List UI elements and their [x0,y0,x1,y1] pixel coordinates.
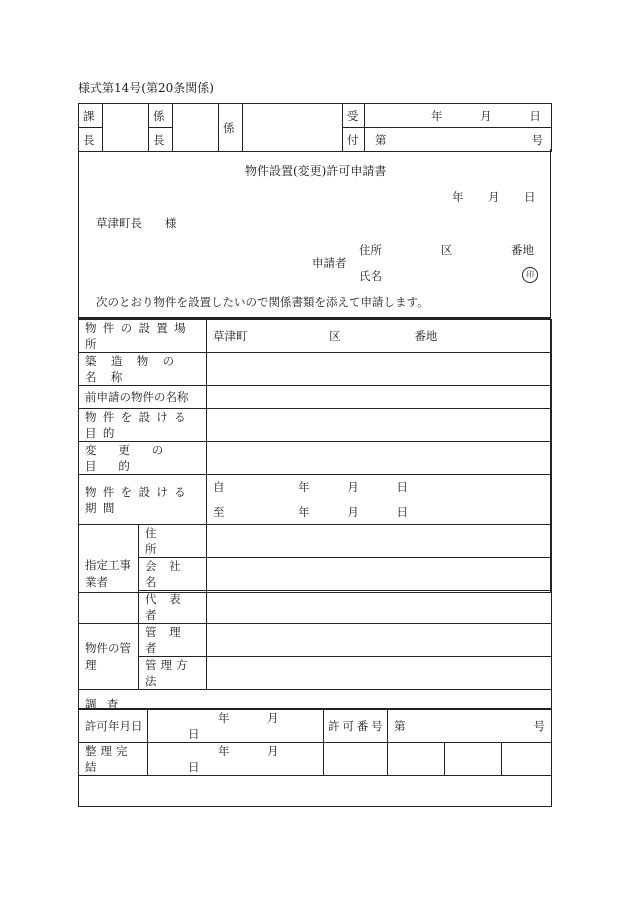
kakaricho-stamp-box [173,104,219,152]
permit-dai: 第 [394,719,406,733]
receipt-day: 日 [529,108,541,123]
application-date-year: 年 [452,190,464,204]
contractor-company-value [207,558,552,591]
period-from-month: 月 [347,480,359,494]
location-label: 物件の設置場所 [79,320,207,353]
completion-date-value [148,743,324,776]
contractor-address-value [207,525,552,558]
location-town: 草津町 [213,329,248,343]
name-label: 氏名 [359,269,382,283]
permit-date-label: 許可年月日 [79,709,148,743]
application-date-month: 月 [488,190,500,204]
tsuke-label: 付 [343,128,365,152]
receipt-go: 号 [531,132,543,147]
purpose-value [207,409,552,442]
permit-day: 日 [188,727,200,741]
completion-box-3 [445,743,502,776]
period-from-label: 自 [213,480,225,494]
permit-date-value [148,709,324,743]
contractor-label: 指定工事業者 [79,525,139,624]
kakari-stamp-box [243,104,343,152]
permit-month: 月 [267,711,279,725]
completion-box-1 [324,743,388,776]
location-value [207,320,552,353]
applicant-label: 申請者 [312,256,347,270]
management-method-label: 管理方法 [139,657,207,690]
period-to-day: 日 [396,505,408,519]
change-purpose-label [79,442,207,475]
completion-month: 月 [267,744,279,758]
period-to-month: 月 [347,505,359,519]
permit-number-label: 許可番号 [324,709,388,743]
building-name-value [207,353,552,386]
location-banchi: 番地 [414,329,438,343]
survey-label: 調査 [85,697,129,711]
completion-box-4 [502,743,552,776]
kakari-label: 係 [219,104,243,152]
approval-header [78,103,552,152]
period-from-year: 年 [298,480,310,494]
contractor-representative-label: 代表者 [139,591,207,624]
change-purpose-text: 変更の目的 [85,443,186,473]
period-to-label: 至 [213,505,225,519]
permit-number-value [388,709,552,743]
kakaricho-label-top: 係 [149,104,173,128]
completion-day: 日 [188,760,200,774]
kakaricho-label-bottom: 長 [149,128,173,152]
previous-name-value [207,386,552,409]
form-title: 物件設置(変更)許可申請書 [245,164,387,178]
completion-year: 年 [218,744,230,758]
period-from-day: 日 [396,480,408,494]
period-value [207,475,552,525]
period-label: 物件を設ける期間 [79,475,207,525]
purpose-label: 物件を設ける目的 [79,409,207,442]
ka-label: 課 [79,104,103,128]
receipt-date [365,104,552,128]
application-statement: 次のとおり物件を設置したいので関係書類を添えて申請します。 [96,295,429,309]
application-date-day: 日 [524,190,536,204]
receipt-year: 年 [431,108,443,123]
contractor-representative-value [207,591,552,624]
receipt-dai: 第 [375,132,387,147]
address-banchi: 番地 [511,243,534,257]
period-from [213,479,551,495]
permit-year: 年 [218,711,230,725]
completion-box-2 [388,743,445,776]
uke-label: 受 [343,104,365,128]
manager-value [207,624,552,657]
address-ward: 区 [441,243,453,257]
contractor-company-label: 会社名 [139,558,207,591]
building-name-label [79,353,207,386]
management-method-value [207,657,552,690]
receipt-number [365,128,552,152]
permit-go: 号 [533,719,545,733]
change-purpose-value [207,442,552,475]
manager-label: 管理者 [139,624,207,657]
kacho-stamp-box [103,104,149,152]
location-ward: 区 [329,329,341,343]
cho-label: 長 [79,128,103,152]
seal-icon [522,266,538,283]
previous-name-label: 前申請の物件の名称 [79,386,207,409]
contractor-address-label: 住所 [139,525,207,558]
footer-table [78,708,552,776]
management-label: 物件の管理 [79,624,139,690]
period-to [213,504,551,520]
period-to-year: 年 [298,505,310,519]
receipt-month: 月 [480,108,492,123]
addressee: 草津町長 様 [96,216,177,230]
completion-label: 整理完結 [79,743,148,776]
address-label: 住所 [359,243,382,257]
form-number: 様式第14号(第20条関係) [78,81,214,95]
seal-mark: 印 [522,267,538,283]
building-name-text: 築造物の名称 [85,354,189,384]
